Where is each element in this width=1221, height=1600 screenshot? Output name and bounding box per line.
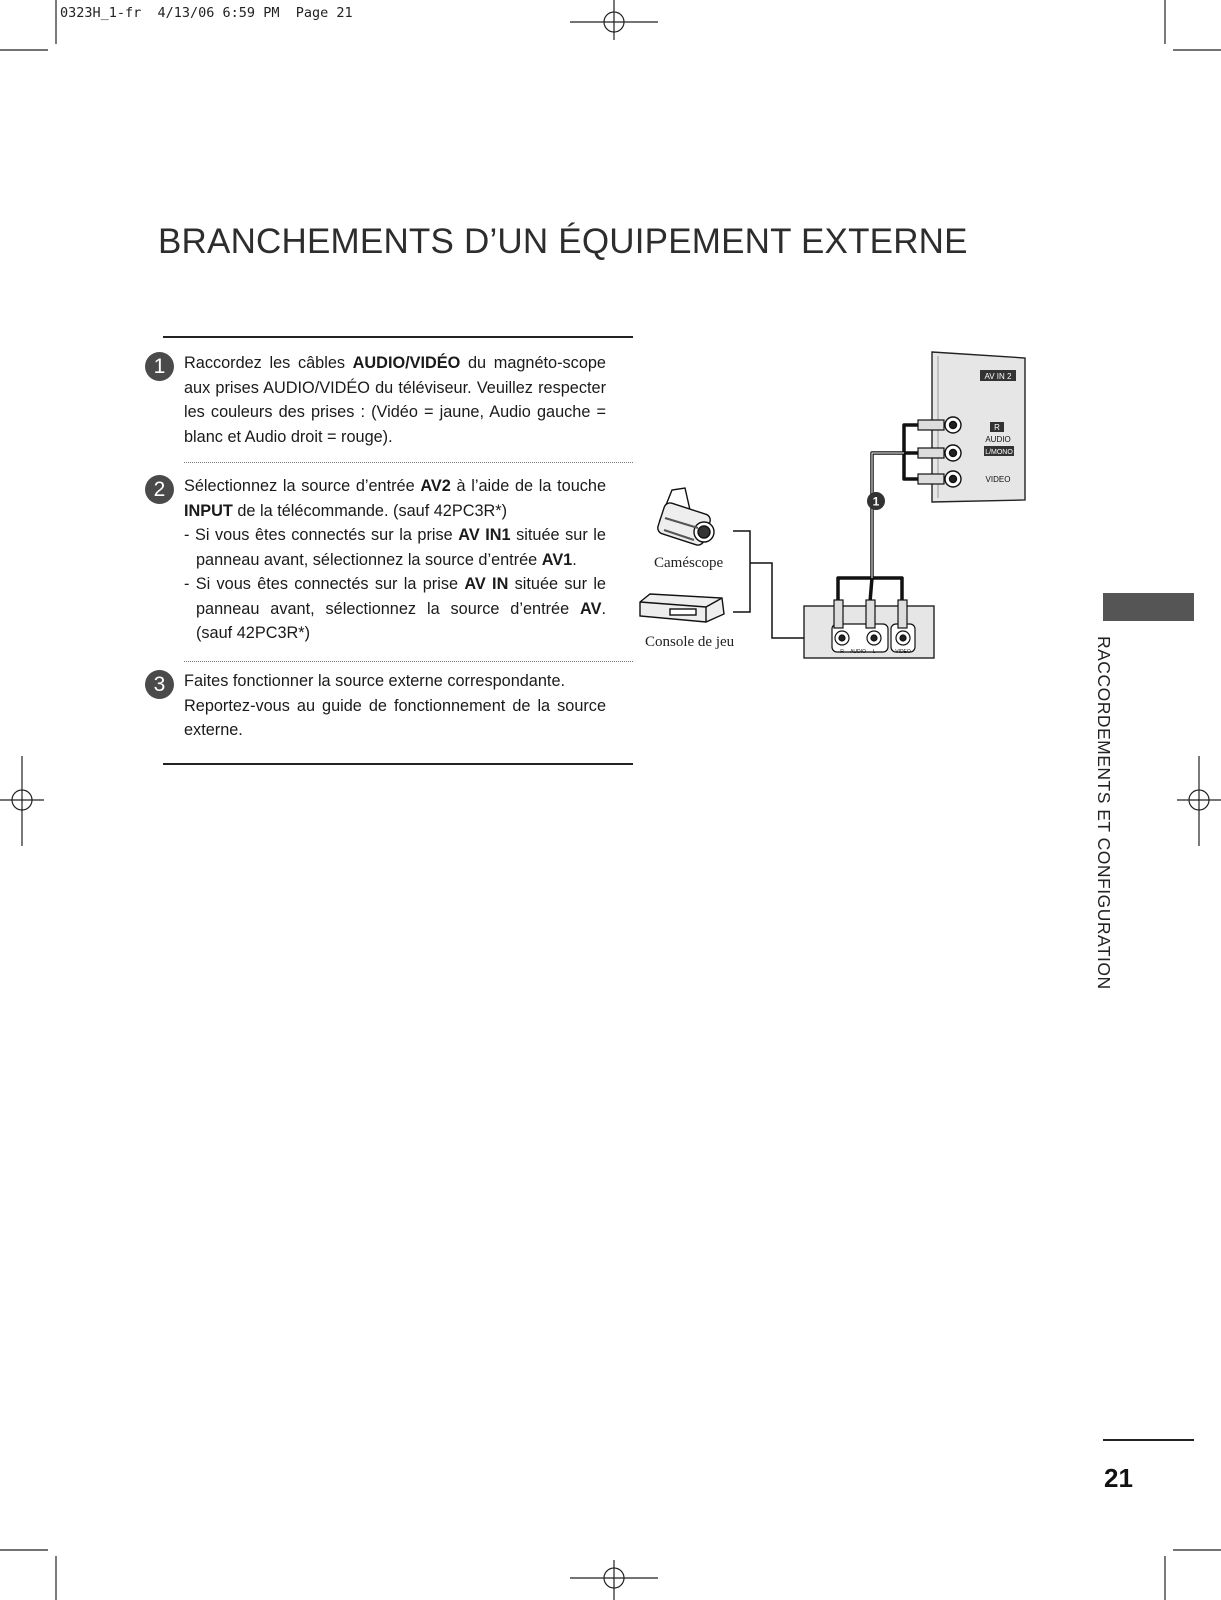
bottom-rule <box>163 763 633 765</box>
print-slug: 0323H_1-fr 4/13/06 6:59 PM Page 21 <box>60 5 353 21</box>
tv-label-video: VIDEO <box>985 475 1011 484</box>
device-bracket <box>733 531 804 638</box>
step-2-text: Sélectionnez la source d’entrée AV2 à l’aide de la touche INPUT de la télécommande. (sauf 42PC3R*) - Si vous êtes connectés sur la prise AV IN1 située sur le panneau avant, sélectionnez la source d’entrée AV1. - Si vous êtes connectés sur la prise AV IN située sur le panneau avant, sélectionnez la source d’entrée AV. (sauf 42PC3R*) <box>184 474 606 646</box>
game-console-illustration <box>640 594 724 622</box>
step-divider-2 <box>184 661 633 662</box>
top-rule <box>163 336 633 338</box>
tv-jacks <box>945 417 961 487</box>
callout-number: 1 <box>872 494 880 509</box>
camcorder-illustration <box>656 488 714 547</box>
step-2-sub-2: - Si vous êtes connectés sur la prise AV IN située sur le panneau avant, sélectionnez la source d’entrée AV. (sauf 42PC3R*) <box>184 575 606 642</box>
tv-label-audio: AUDIO <box>985 435 1011 444</box>
step-2-sub-1: - Si vous êtes connectés sur la prise AV IN1 située sur le panneau avant, sélectionnez la source d’entrée AV1. <box>184 526 606 569</box>
connection-diagram <box>630 340 1050 670</box>
device-jacks <box>835 631 910 645</box>
device-label-audio: AUDIO <box>850 649 866 655</box>
step-2-badge: 2 <box>145 475 174 504</box>
cable-inner <box>872 453 904 578</box>
step-1-text: Raccordez les câbles AUDIO/VIDÉO du magnéto-scope aux prises AUDIO/VIDÉO du téléviseur. Veuillez respecter les couleurs des prises : (Vidéo = jaune, Audio gauche = blanc et Audio droit = rouge). <box>184 354 606 446</box>
step-3-text: Faites fonctionner la source externe correspondante. Reportez-vous au guide de fonctionnement de la source externe. <box>184 672 606 739</box>
device-label-l: L <box>872 649 876 655</box>
caption-camcorder: Caméscope <box>654 555 724 571</box>
page-number-rule <box>1103 1439 1194 1441</box>
tv-label-lmono: L/MONO <box>985 449 1013 456</box>
step-1-badge: 1 <box>145 352 174 381</box>
section-side-tab <box>1103 593 1194 621</box>
page-title: BRANCHEMENTS D’UN ÉQUIPEMENT EXTERNE <box>158 222 968 261</box>
tv-panel-header: AV IN 2 <box>984 372 1012 381</box>
device-label-r: R <box>840 649 844 655</box>
step-3-badge: 3 <box>145 670 174 699</box>
section-side-label: RACCORDEMENTS ET CONFIGURATION <box>1094 636 1114 990</box>
tv-plugs <box>918 420 944 484</box>
step-divider-1 <box>184 462 633 463</box>
caption-game-console: Console de jeu <box>645 634 735 650</box>
page-number: 21 <box>1104 1463 1133 1493</box>
av-cable <box>838 425 918 602</box>
device-label-video: VIDEO <box>895 649 911 655</box>
tv-label-r: R <box>994 423 1000 432</box>
